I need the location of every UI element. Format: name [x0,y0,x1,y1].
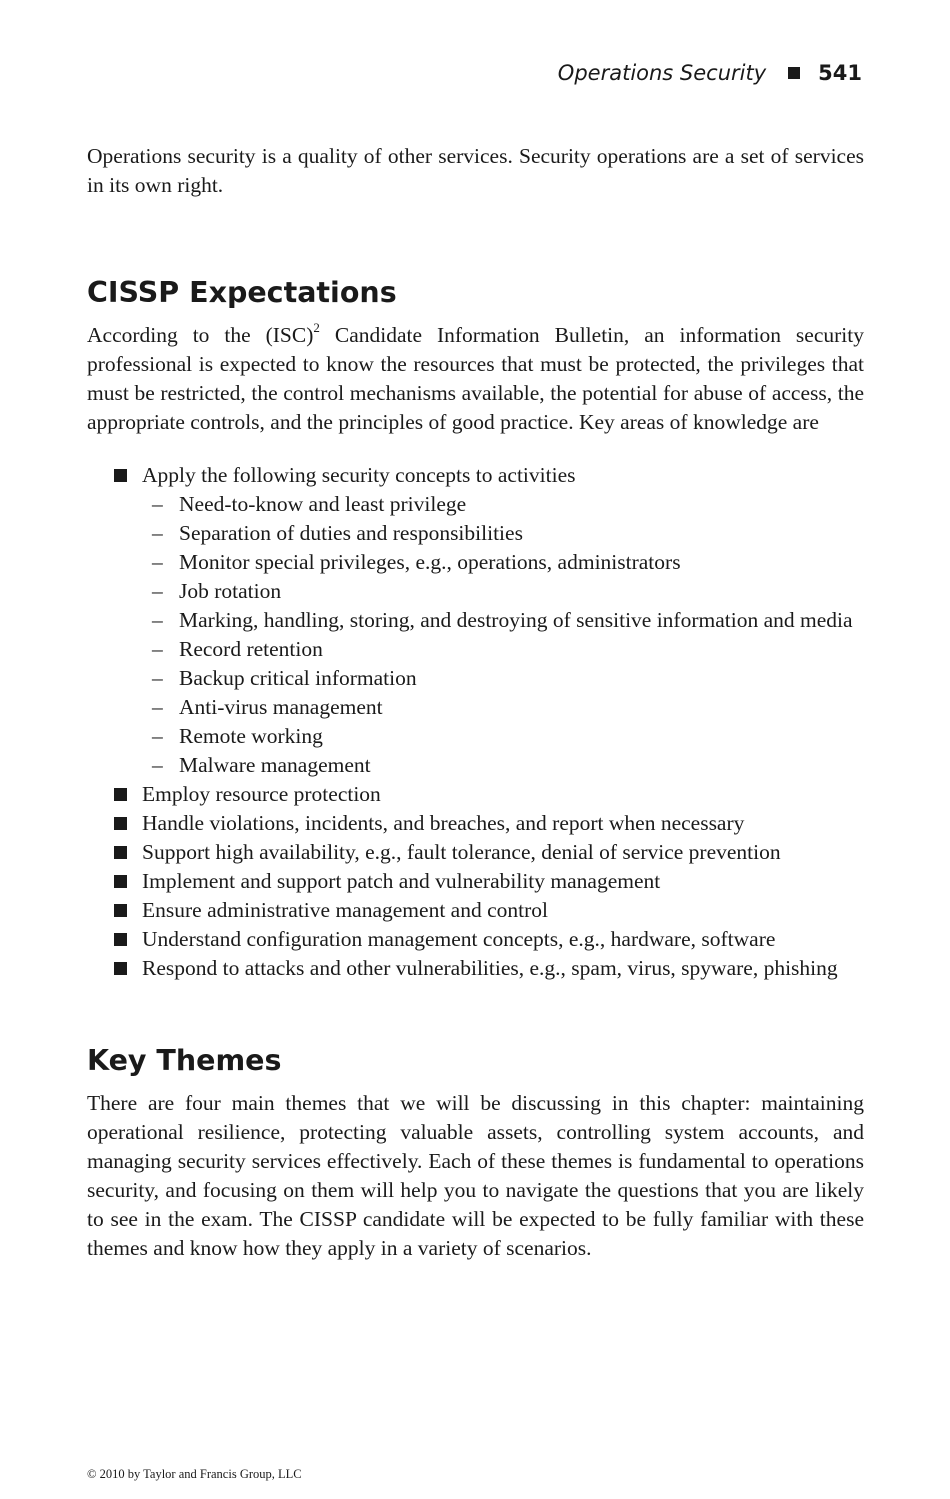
key-themes-heading: Key Themes [87,1044,282,1077]
dash-bullet-icon: – [152,492,163,516]
list-item [87,780,864,809]
dash-bullet-icon: – [152,608,163,632]
cissp-paragraph [87,321,864,437]
sub-list-item-text: Record retention [179,637,323,661]
sub-list-item-text: Monitor special privileges, e.g., operations, administrators [179,550,681,574]
square-bullet-icon [114,788,127,801]
list-item-text: Ensure administrative management and control [142,898,548,922]
square-bullet-icon [114,817,127,830]
intro-paragraph: Operations security is a quality of other services. Security operations are a set of services in its own right. [87,144,864,197]
knowledge-areas-list [87,461,864,983]
sub-list-item [142,490,864,519]
list-item-text: Handle violations, incidents, and breaches, and report when necessary [142,811,745,835]
sub-list [142,490,864,780]
square-bullet-icon [114,904,127,917]
square-bullet-icon [114,933,127,946]
sub-list-item [142,693,864,722]
sub-list-item [142,664,864,693]
copyright-footer: © 2010 by Taylor and Francis Group, LLC [87,1467,302,1481]
list-item-text: Support high availability, e.g., fault tolerance, denial of service prevention [142,840,781,864]
running-header [558,58,862,88]
superscript-two: 2 [313,319,320,335]
sub-list-item-text: Malware management [179,753,371,777]
sub-list-item-text: Job rotation [179,579,282,603]
square-bullet-icon [114,962,127,975]
square-bullet-icon [114,469,127,482]
square-bullet-icon [114,875,127,888]
list-item-text: Understand configuration management concepts, e.g., hardware, software [142,927,776,951]
dash-bullet-icon: – [152,666,163,690]
cissp-paragraph-start: According to the (ISC) [87,323,314,347]
list-item [87,809,864,838]
sub-list-item [142,577,864,606]
dash-bullet-icon: – [152,550,163,574]
page-content [87,142,864,1263]
sub-list-item [142,635,864,664]
dash-bullet-icon: – [152,753,163,777]
sub-list-item-text: Anti-virus management [179,695,383,719]
list-item [87,838,864,867]
sub-list-item [142,751,864,780]
sub-list-item [142,548,864,577]
page-number: 541 [818,61,862,85]
dash-bullet-icon: – [152,637,163,661]
sub-list-item [142,519,864,548]
list-item [87,925,864,954]
sub-list-item-text: Separation of duties and responsibilities [179,521,523,545]
dash-bullet-icon: – [152,695,163,719]
list-item-text: Apply the following security concepts to activities [142,463,576,487]
square-bullet-icon [114,846,127,859]
cissp-paragraph-rest: Candidate Information Bulletin, an information security professional is expected to know the resources that must be protected, the privileges that must be restricted, the control mechanisms available, the potential for abuse of access, the appropriate controls, and the principles of good practice. Key areas of knowledge are [87,323,864,434]
sub-list-item [142,606,864,635]
dash-bullet-icon: – [152,724,163,748]
sub-list-item-text: Remote working [179,724,323,748]
dash-bullet-icon: – [152,521,163,545]
dash-bullet-icon: – [152,579,163,603]
list-item-text: Implement and support patch and vulnerability management [142,869,661,893]
list-item [87,867,864,896]
sub-list-item [142,722,864,751]
sub-list-item-text: Need-to-know and least privilege [179,492,467,516]
sub-list-item-text: Backup critical information [179,666,417,690]
list-item [87,896,864,925]
list-item [87,954,864,983]
list-item-text: Employ resource protection [142,782,381,806]
key-themes-paragraph: There are four main themes that we will be discussing in this chapter: maintaining operational resilience, protecting valuable assets, controlling system accounts, and managing security services effectively. Each of these themes is fundamental to operations security, and focusing on them will help you to navigate the questions that you are likely to see in the exam. The CISSP candidate will be expected to be fully familiar with these themes and know how they apply in a variety of scenarios. [87,1091,864,1260]
sub-list-item-text: Marking, handling, storing, and destroying of sensitive information and media [179,608,853,632]
header-square-bullet [788,67,800,79]
list-item-text: Respond to attacks and other vulnerabilities, e.g., spam, virus, spyware, phishing [142,956,838,980]
chapter-title: Operations Security [557,61,767,85]
list-item [87,461,864,780]
cissp-expectations-heading: CISSP Expectations [87,276,397,309]
